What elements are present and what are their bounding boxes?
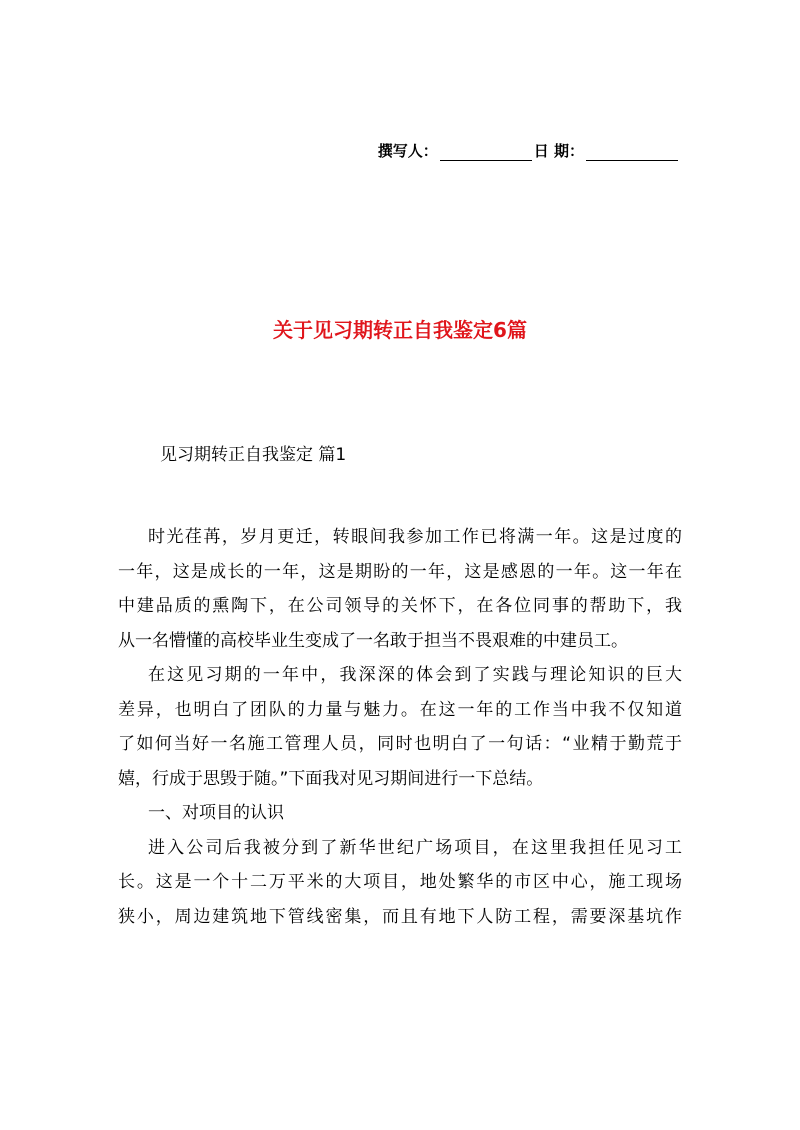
body-line: 中建品质的熏陶下，在公司领导的关怀下，在各位同事的帮助下，我: [118, 596, 682, 616]
body-line: 长。这是一个十二万平米的大项目，地处繁华的市区中心，施工现场: [118, 872, 682, 892]
author-date-header: [378, 140, 680, 161]
author-blank-line: [440, 146, 532, 161]
body-line: 时光荏苒，岁月更迁，转眼间我参加工作已将满一年。这是过度的: [148, 527, 682, 547]
author-label: 撰写人：: [377, 142, 438, 160]
body-line: 一年，这是成长的一年，这是期盼的一年，这是感恩的一年。这一年在: [118, 561, 682, 582]
body-line: 了如何当好一名施工管理人员，同时也明白了一句话：“业精于勤荒于: [118, 734, 682, 754]
document-body: [118, 520, 682, 934]
body-line: 在这见习期的一年中，我深深的体会到了实践与理论知识的巨大: [148, 665, 682, 685]
subsection-heading: 一、对项目的认识: [148, 803, 284, 823]
body-line: 从一名懵懂的高校毕业生变成了一名敢于担当不畏艰难的中建员工。: [118, 630, 628, 651]
document-title: 关于见习期转正自我鉴定6篇: [273, 318, 527, 342]
body-line: 狭小，周边建筑地下管线密集，而且有地下人防工程，需要深基坑作: [118, 906, 682, 927]
body-line: 嬉，行成于思毁于随。”下面我对见习期间进行一下总结。: [118, 768, 544, 789]
body-line: 差异，也明白了团队的力量与魅力。在这一年的工作当中我不仅知道: [118, 699, 682, 720]
date-blank-line: [586, 146, 678, 161]
body-line: 进入公司后我被分到了新华世纪广场项目，在这里我担任见习工: [148, 837, 682, 858]
section-heading: 见习期转正自我鉴定 篇1: [160, 445, 347, 465]
date-label: 日 期：: [533, 142, 584, 160]
